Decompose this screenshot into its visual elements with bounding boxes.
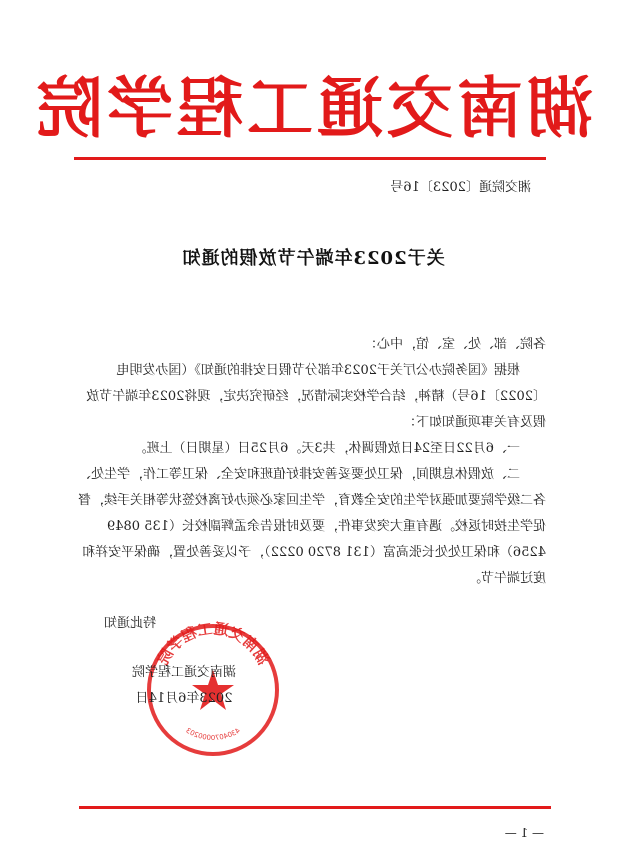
paragraph-item-2: 二、放假休息期间，保卫处要妥善安排好值班和安全、保卫等工作，学生处、各二级学院要加强对学生的安全教育，学生回家必须办好离校签状等相关手续，督促学生按时返校。遇有重大突发事件，要及时报告余孟辉副校长（135 0849 4256）和保卫处处长张高富（131 8720 0222），予以妥善处置，确保平安祥和度过端午节。	[77, 467, 546, 586]
seal-code: 4304070000203	[184, 726, 242, 742]
paragraph-intro: 根据《国务院办公厅关于2023年部分节假日安排的通知》（国办发明电〔2022〕16号）精神，结合学校实际情况，经研究决定，现将2023年端午节放假及有关事项通知如下：	[86, 363, 546, 430]
paragraph-item-1: 一、6月22日至24日放假调休，共3天。6月25日（星期日）上班。	[133, 441, 520, 456]
body	[78, 332, 546, 592]
svg-text:4304070000203	[184, 727, 241, 742]
org-header: 湖南交通工程学院	[33, 69, 593, 147]
doc-number: 湘交院通〔2023〕16号	[390, 180, 531, 195]
doc-title: 关于2023年端午节放假的通知	[181, 248, 445, 269]
signature-org: 湖南交通工程学院	[131, 665, 236, 680]
seal-text: 湖南交通工程学院	[153, 620, 273, 668]
salutation: 各院、部、处、室、馆，中心：	[363, 337, 546, 352]
signature-date: 2023年6月14日	[135, 691, 233, 706]
closing-remark: 特此通知	[103, 616, 156, 631]
red-divider-bottom	[79, 806, 551, 809]
signature	[132, 660, 236, 712]
red-divider-top	[74, 157, 546, 160]
page-number: — 1 —	[504, 826, 544, 840]
